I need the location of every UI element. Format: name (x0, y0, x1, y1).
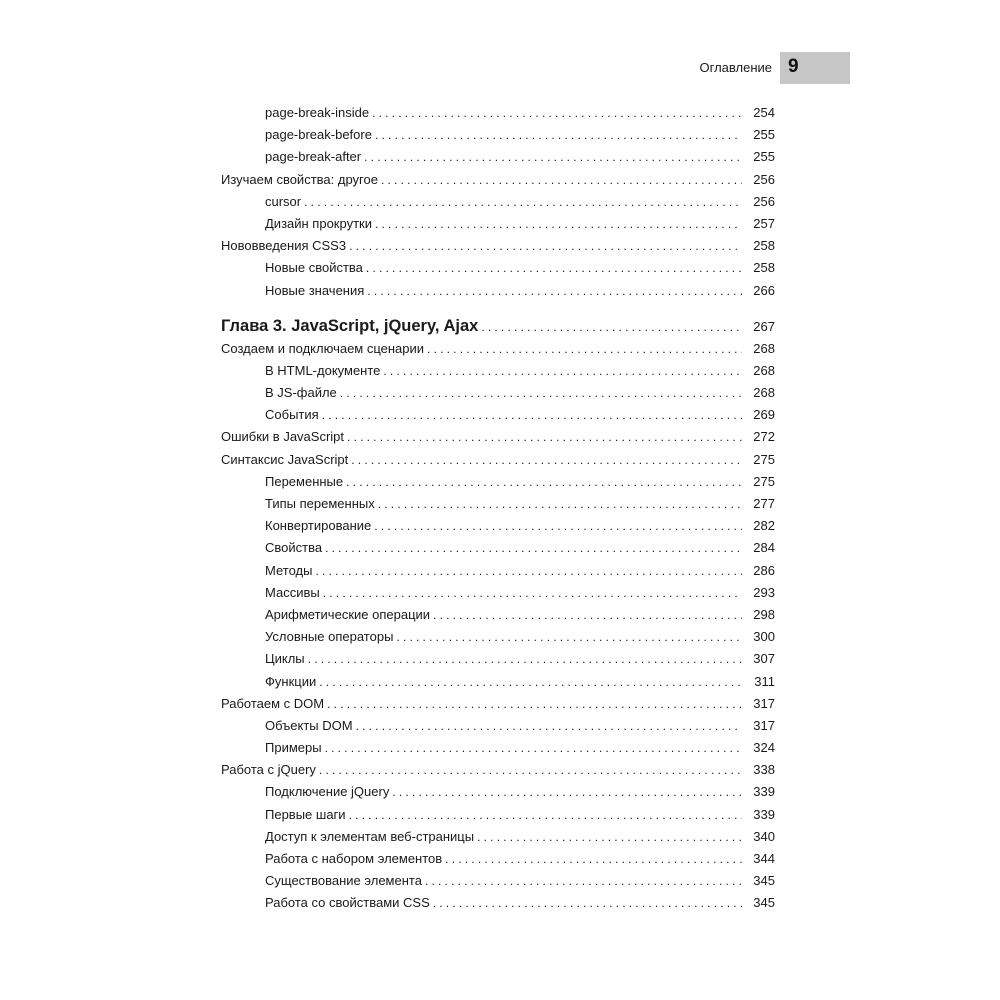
toc-entry[interactable] (221, 449, 775, 471)
toc-entry-page: 256 (753, 193, 775, 209)
toc-entry-title: Ошибки в JavaScript (221, 429, 345, 445)
toc-entry-page: 268 (753, 340, 775, 356)
dot-leader (304, 191, 742, 213)
page-header (0, 52, 1000, 84)
toc-entry[interactable] (221, 146, 775, 168)
toc-entry[interactable] (221, 693, 775, 715)
toc-entry-page: 298 (753, 606, 775, 622)
toc-entry-title: Дизайн прокрутки (265, 215, 372, 231)
toc-entry[interactable] (221, 648, 775, 670)
dot-leader (346, 471, 742, 493)
dot-leader (396, 626, 742, 648)
toc-entry[interactable] (221, 426, 775, 448)
toc-entry[interactable] (221, 604, 775, 626)
toc-chapter-entry[interactable] (221, 314, 775, 338)
dot-leader (349, 804, 742, 826)
dot-leader (375, 213, 742, 235)
toc-entry[interactable] (221, 257, 775, 279)
toc-entry-page: 267 (753, 318, 775, 334)
toc-entry-page: 269 (753, 407, 775, 423)
toc-entry[interactable] (221, 804, 775, 826)
toc-entry-title: Примеры (265, 740, 322, 756)
dot-leader (374, 515, 742, 537)
toc-entry[interactable] (221, 781, 775, 803)
dot-leader (433, 892, 742, 914)
toc-entry[interactable] (221, 102, 775, 124)
dot-leader (366, 257, 742, 279)
toc-entry[interactable] (221, 870, 775, 892)
dot-leader (322, 404, 742, 426)
toc-entry[interactable] (221, 671, 775, 693)
toc-entry-page: 300 (753, 629, 775, 645)
dot-leader (433, 604, 742, 626)
toc-entry[interactable] (221, 493, 775, 515)
toc-entry-title: Синтаксис JavaScript (221, 451, 349, 467)
toc-entry[interactable] (221, 515, 775, 537)
toc-entry[interactable] (221, 892, 775, 914)
toc-entry-page: 258 (753, 238, 775, 254)
toc-entry-page: 268 (753, 385, 775, 401)
dot-leader (364, 146, 742, 168)
toc-entry-page: 255 (753, 149, 775, 165)
dot-leader (323, 582, 742, 604)
dot-leader (325, 737, 742, 759)
toc-entry-page: 286 (753, 562, 775, 578)
toc-entry-title: Доступ к элементам веб-страницы (265, 828, 475, 844)
dot-leader (325, 537, 742, 559)
toc-entry-page: 317 (753, 695, 775, 711)
toc-entry[interactable] (221, 848, 775, 870)
toc-entry[interactable] (221, 124, 775, 146)
dot-leader (351, 449, 742, 471)
toc-entry-page: 266 (753, 282, 775, 298)
toc-entry-title: Объекты DOM (265, 717, 353, 733)
dot-leader (445, 848, 742, 870)
toc-entry-title: Первые шаги (265, 806, 346, 822)
toc-entry-title: Типы переменных (265, 496, 375, 511)
toc-entry-page: 339 (753, 784, 775, 800)
toc-entry-title: Подключение jQuery (265, 784, 390, 800)
toc-entry-page: 277 (753, 496, 775, 511)
toc-entry[interactable] (221, 626, 775, 648)
toc-entry-page: 275 (753, 451, 775, 467)
toc-entry-title: События (265, 407, 319, 423)
toc-entry-title: Методы (265, 562, 313, 578)
toc-entry-page: 340 (753, 828, 775, 844)
toc-entry-page: 257 (753, 215, 775, 231)
dot-leader (427, 338, 742, 360)
toc-entry-title: Арифметические операции (265, 606, 431, 622)
dot-leader (327, 693, 742, 715)
toc-entry-page: 284 (753, 540, 775, 556)
toc-entry-page: 317 (753, 717, 775, 733)
toc-entry-title: Существование элемента (265, 873, 422, 889)
dot-leader (425, 870, 742, 892)
toc-entry-title: Создаем и подключаем сценарии (221, 340, 425, 356)
dot-leader (308, 648, 742, 670)
toc-entry-page: 338 (753, 762, 775, 778)
toc-entry-title: Работа со свойствами CSS (265, 895, 430, 911)
page-number-box (780, 52, 850, 84)
toc-entry-page: 311 (754, 673, 775, 689)
toc-entry[interactable] (221, 404, 775, 426)
toc-entry-title: Работаем с DOM (221, 695, 325, 711)
toc-entry-page: 255 (753, 127, 775, 143)
toc-entry-page: 293 (753, 584, 775, 600)
page-number: 9 (788, 56, 799, 77)
toc-entry[interactable] (221, 715, 775, 737)
toc-entry-title: Работа с jQuery (221, 762, 316, 778)
table-of-contents (221, 102, 775, 915)
toc-entry-title: cursor (265, 193, 302, 209)
toc-entry-page: 258 (753, 260, 775, 276)
dot-leader (340, 382, 742, 404)
toc-entry-title: Изучаем свойства: другое (221, 171, 378, 187)
toc-entry-title: Новые свойства (265, 260, 363, 276)
dot-leader (319, 759, 742, 781)
dot-leader (375, 124, 742, 146)
toc-entry[interactable] (221, 280, 775, 302)
dot-leader (383, 360, 742, 382)
toc-entry[interactable] (221, 360, 775, 382)
toc-entry-page: 307 (753, 651, 775, 667)
toc-entry-title: page-break-after (265, 149, 362, 165)
toc-entry-page: 272 (753, 429, 775, 445)
toc-entry[interactable] (221, 737, 775, 759)
toc-entry-title: Глава 3. JavaScript, jQuery, Ajax (221, 316, 479, 335)
toc-entry-title: Свойства (265, 540, 323, 556)
toc-entry[interactable] (221, 338, 775, 360)
dot-leader (381, 169, 742, 191)
toc-entry-page: 282 (753, 518, 775, 534)
toc-entry-title: Работа с набором элементов (265, 851, 443, 866)
toc-entry-title: Циклы (265, 651, 305, 667)
toc-entry-title: Новые значения (265, 282, 365, 298)
toc-entry-page: 324 (753, 740, 775, 756)
running-header-title: Оглавление (699, 60, 772, 75)
dot-leader (349, 235, 742, 257)
dot-leader (347, 426, 742, 448)
dot-leader (356, 715, 742, 737)
toc-entry[interactable] (221, 169, 775, 191)
toc-entry[interactable] (221, 382, 775, 404)
toc-entry[interactable] (221, 191, 775, 213)
toc-entry-title: page-break-inside (265, 105, 370, 120)
toc-entry[interactable] (221, 826, 775, 848)
toc-entry[interactable] (221, 213, 775, 235)
dot-leader (481, 315, 742, 339)
toc-entry-title: Конвертирование (265, 518, 372, 534)
dot-leader (477, 826, 742, 848)
toc-entry-page: 345 (753, 873, 775, 889)
toc-entry[interactable] (221, 235, 775, 257)
toc-entry-page: 344 (753, 851, 775, 866)
dot-leader (319, 671, 742, 693)
toc-entry-title: page-break-before (265, 127, 372, 143)
toc-entry-title: Функции (265, 673, 317, 689)
toc-entry-title: Нововведения CSS3 (221, 238, 347, 254)
toc-entry-title: Условные операторы (265, 629, 394, 645)
toc-entry-page: 345 (753, 895, 775, 911)
toc-entry-page: 339 (753, 806, 775, 822)
toc-entry[interactable] (221, 537, 775, 559)
toc-entry-page: 256 (753, 171, 775, 187)
toc-entry-title: В JS-файле (265, 385, 337, 401)
toc-entry[interactable] (221, 471, 775, 493)
dot-leader (372, 102, 742, 124)
toc-entry[interactable] (221, 560, 775, 582)
dot-leader (392, 781, 742, 803)
toc-entry-title: Переменные (265, 473, 344, 489)
dot-leader (378, 493, 742, 515)
toc-entry-title: Массивы (265, 584, 320, 600)
toc-entry-title: В HTML-документе (265, 362, 381, 378)
toc-entry-page: 268 (753, 362, 775, 378)
toc-entry[interactable] (221, 759, 775, 781)
toc-entry-page: 254 (753, 105, 775, 120)
toc-entry[interactable] (221, 582, 775, 604)
toc-entry-page: 275 (753, 473, 775, 489)
dot-leader (315, 560, 742, 582)
dot-leader (367, 280, 742, 302)
